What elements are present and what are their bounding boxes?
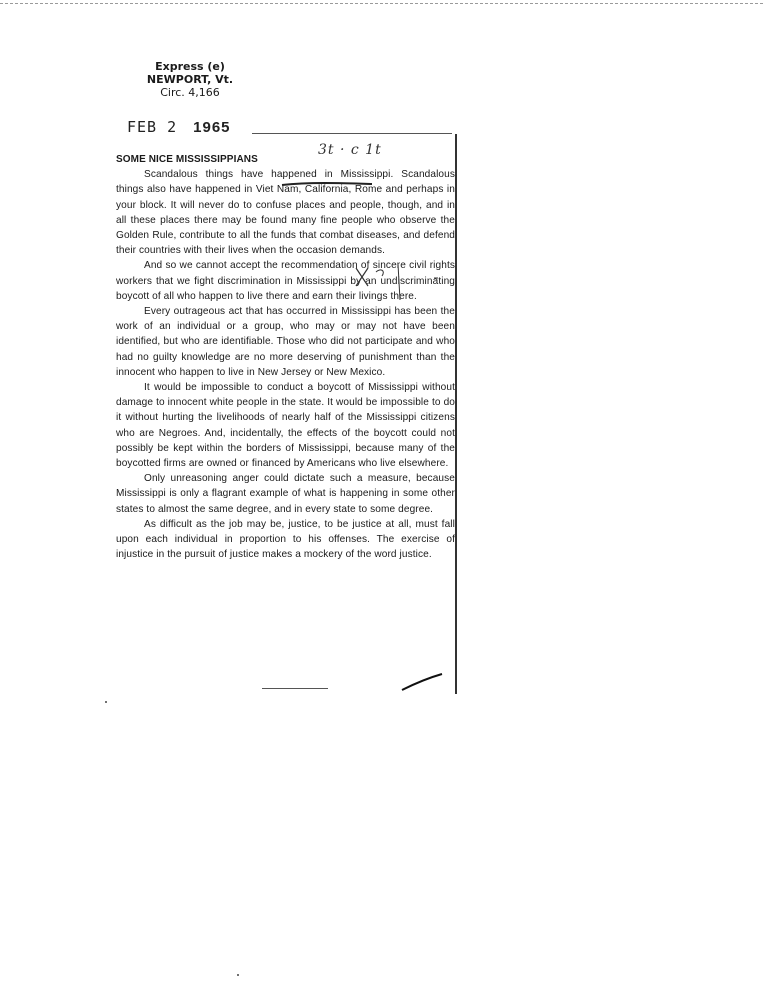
article-headline: SOME NICE MISSISSIPPIANS bbox=[116, 154, 258, 165]
date-rule bbox=[252, 133, 452, 134]
strikethrough-mark bbox=[280, 181, 374, 187]
date-stamp-month-day: FEB 2 bbox=[127, 118, 178, 136]
article-paragraph-5: Only unreasoning anger could dictate such a measure, because Mississippi is only a flagrant example of what is happening in some other states to almost the same degree, and in every state to some degree. bbox=[116, 473, 455, 515]
newspaper-masthead bbox=[140, 60, 240, 99]
article bbox=[116, 152, 455, 562]
date-stamp-year: 1965 bbox=[193, 119, 231, 136]
newspaper-city: NEWPORT, Vt. bbox=[146, 73, 234, 86]
circulation-label: Circ. 4,166 bbox=[160, 86, 220, 99]
newspaper-name: Express (e) bbox=[155, 60, 225, 73]
date-stamp bbox=[127, 118, 231, 136]
scan-speck bbox=[105, 701, 107, 703]
handwritten-x-mark bbox=[354, 264, 444, 308]
scan-speck bbox=[237, 974, 239, 976]
check-stroke-mark bbox=[400, 672, 444, 692]
end-rule bbox=[262, 688, 328, 689]
article-paragraph-4: It would be impossible to conduct a boycott of Mississippi without damage to innocent white people in the state. It would be impossible to do it without hurting the livelihoods of nearly half of the Mississippi citizens who are Negroes. And, incidentally, the effects of the boycott could not possibly be kept within the borders of Mississippi, because many of the boycotted firms are owned or financed by Americans who live elsewhere. bbox=[116, 382, 455, 470]
article-paragraph-1: Scandalous things have happened in Mississippi. Scandalous things also have happened in Viet Nam, California, Rome and perhaps in your block. It will never do to confuse places and people, though, and in all these places there may be found many fine people who observe the Golden Rule, contribute to all the funds that combat diseases, and defend their countries with their lives when the occasion demands. bbox=[116, 169, 455, 257]
article-paragraph-6: As difficult as the job may be, justice, to be justice at all, must fall upon each individual in proportion to his offenses. The exercise of injustice in the pursuit of justice makes a mockery of the word justice. bbox=[116, 518, 455, 561]
handwritten-note: 3t · c 1t bbox=[318, 142, 382, 158]
scan-top-edge bbox=[0, 3, 763, 4]
article-paragraph-3: Every outrageous act that has occurred in Mississippi has been the work of an individual or a group, who may or may not have been identified, but who are identifiable. Those who did not participate and who had no guilty knowledge are no more deserving of punishment than the innocent who happen to live in New Jersey or New Mexico. bbox=[116, 306, 455, 378]
article-paragraph-2: And so we cannot accept the recommendation of sincere civil rights workers that we fight discrimination in Mississippi by an undiscriminating boycott of all who happen to live there and earn their livings there. bbox=[116, 260, 455, 302]
clipping-right-edge bbox=[455, 134, 457, 694]
